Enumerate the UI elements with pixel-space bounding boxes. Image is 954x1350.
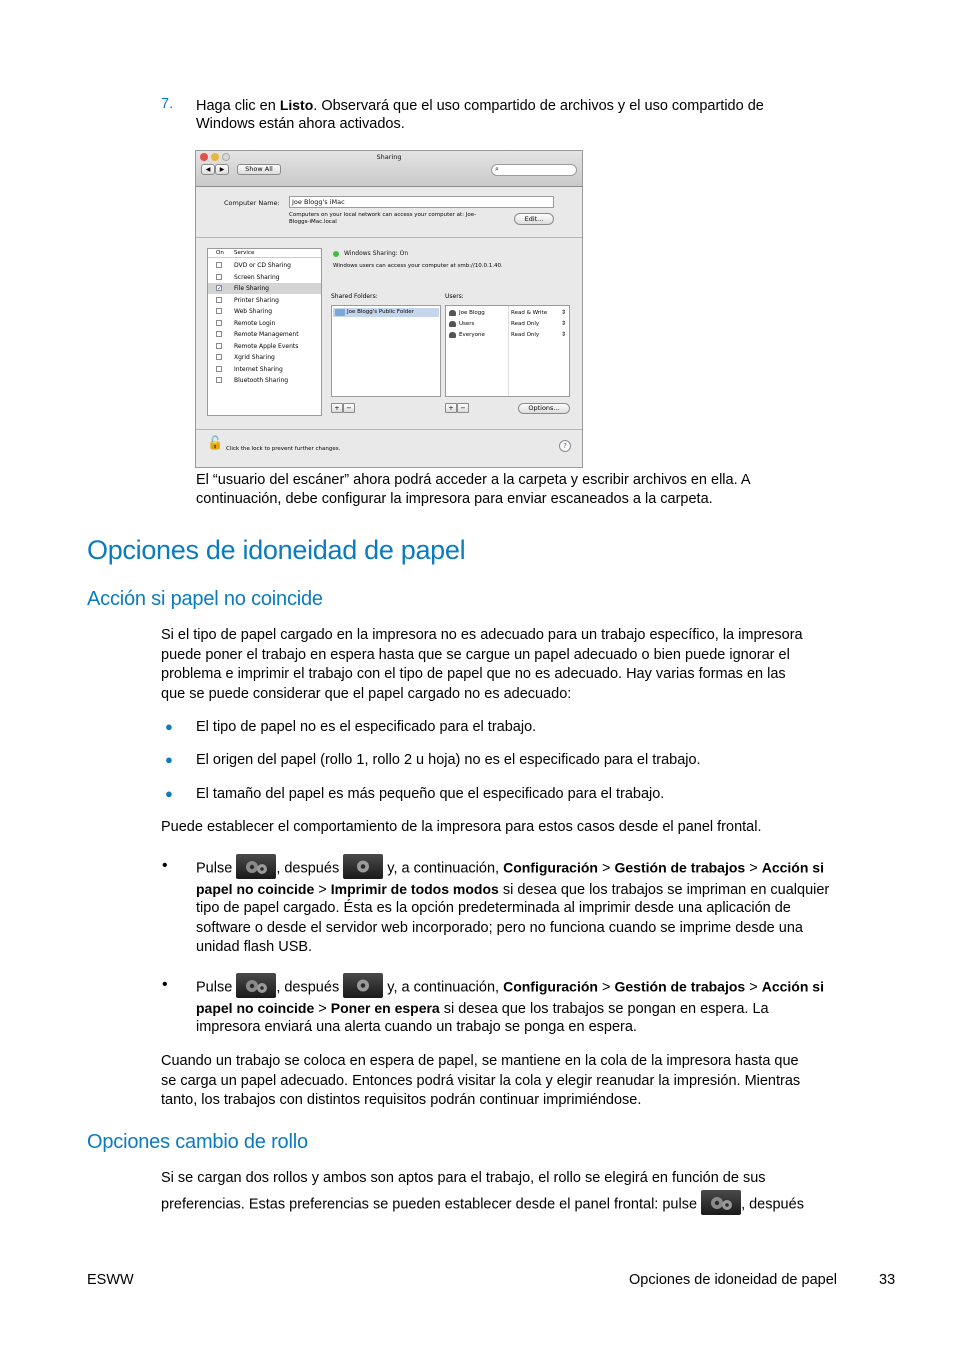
bullet-icon: • <box>162 857 168 874</box>
service-checkbox[interactable] <box>216 331 222 337</box>
after-screenshot-line2: continuación, debe configurar la impresora para enviar escaneados a la carpeta. <box>196 491 713 507</box>
service-checkbox[interactable] <box>216 366 222 372</box>
user-icon <box>449 332 456 338</box>
service-checkbox[interactable]: ✓ <box>217 285 223 292</box>
service-label: Remote Management <box>234 331 299 338</box>
help-icon[interactable]: ? <box>559 440 571 452</box>
computer-name-label: Computer Name: <box>224 199 280 207</box>
service-checkbox[interactable] <box>216 320 222 326</box>
settings-icon <box>236 854 276 879</box>
search-icon: ⌕ <box>495 165 499 173</box>
user-icon <box>449 321 456 327</box>
service-row[interactable] <box>208 352 321 363</box>
behavior-text: Puede establecer el comportamiento de la impresora para estos casos desde el panel frontal. <box>161 819 762 835</box>
footer-left: ESWW <box>87 1272 134 1288</box>
menu-gestion: Gestión de trabajos <box>614 859 746 876</box>
listo-label: Listo <box>279 97 314 113</box>
section-title: Opciones de idoneidad de papel <box>87 535 466 565</box>
service-label: Remote Apple Events <box>234 342 299 350</box>
sharing-screenshot <box>195 150 583 468</box>
service-label: Screen Sharing <box>234 273 280 281</box>
service-row[interactable] <box>208 329 321 340</box>
step-text-line2: Windows están ahora activados. <box>196 116 405 132</box>
roll-line2: preferencias. Estas preferencias se pueden establecer desde el panel frontal: pulse , después <box>161 1192 804 1217</box>
bullet-icon: ● <box>165 719 173 734</box>
user-permission[interactable]: Read & Write <box>511 310 548 316</box>
service-row[interactable] <box>208 318 321 329</box>
user-name: Joe Blogg <box>459 310 485 316</box>
window-toolbar <box>196 151 582 187</box>
intro-paragraph: Si el tipo de papel cargado en la impresora no es adecuado para un trabajo específico, la impresora puede poner el trabajo en espera hasta que se cargue un papel adecuado o bien puede ignorar el problema e imprimir el trabajo con el tipo de papel que no es adecuado. Hay varias formas en las que se puede considerar que el papel cargado no es adecuado: <box>161 627 803 702</box>
roll-line1: Si se cargan dos rollos y ambos son aptos para el trabajo, el rollo se elegirá en función de sus <box>161 1170 766 1186</box>
gear-icon <box>343 973 383 998</box>
user-row[interactable] <box>446 308 569 318</box>
user-row[interactable] <box>446 330 569 340</box>
service-label: Xgrid Sharing <box>234 354 275 361</box>
after-screenshot-line1: El “usuario del escáner” ahora podrá acceder a la carpeta y escribir archivos en ella. A <box>196 472 751 488</box>
service-label: Remote Login <box>234 319 276 327</box>
service-list-header: On Service <box>208 249 321 258</box>
service-row[interactable] <box>208 375 321 386</box>
users-list[interactable] <box>445 305 570 397</box>
service-row[interactable] <box>208 306 321 317</box>
page-number: 33 <box>879 1272 896 1288</box>
option1-line1: Pulse , después y, a continuación, Configuración > Gestión de trabajos > Acción si <box>196 856 824 881</box>
user-name: Users <box>459 321 475 327</box>
window-title: Sharing <box>376 153 402 161</box>
option2-line1: Pulse , después y, a continuación, Configuración > Gestión de trabajos > Acción si <box>196 975 824 1000</box>
shared-folders-list[interactable] <box>331 305 441 397</box>
service-checkbox[interactable] <box>216 343 222 349</box>
menu-configuracion: Configuración <box>503 859 598 876</box>
service-label: DVD or CD Sharing <box>234 262 291 269</box>
option-poner-en-espera: Poner en espera <box>330 1000 440 1016</box>
stepper-icon[interactable]: ⇕ <box>561 331 567 338</box>
service-label: Printer Sharing <box>234 296 279 304</box>
service-label: Web Sharing <box>234 308 273 315</box>
bullet-icon: ● <box>165 786 173 801</box>
network-note: Computers on your local network can access your computer at: Joe- Bloggs-iMac.local <box>289 212 477 225</box>
service-checkbox[interactable] <box>216 274 222 280</box>
settings-icon <box>236 973 276 998</box>
hold-paragraph: Cuando un trabajo se coloca en espera de papel, se mantiene en la cola de la impresora hasta que se carga un papel adecuado. Entonces podrá visitar la cola y elegir reanudar la impresión. Mientras tanto, los trabajos con distintos requisitos podrán continuar imprimiéndose. <box>161 1053 801 1108</box>
service-label: Internet Sharing <box>234 365 283 373</box>
bullet-item: El tipo de papel no es el especificado para el trabajo. <box>196 719 537 735</box>
service-checkbox[interactable] <box>216 297 222 303</box>
subsection-title-2: Opciones cambio de rollo <box>87 1131 308 1153</box>
footer-title: Opciones de idoneidad de papel <box>629 1272 837 1288</box>
stepper-icon[interactable]: ⇕ <box>561 320 567 327</box>
lock-text: Click the lock to prevent further changes. <box>226 446 341 452</box>
user-name: Everyone <box>459 332 485 338</box>
show-all-button[interactable]: Show All <box>237 164 281 175</box>
divider <box>196 237 582 238</box>
status-title: Windows Sharing: On <box>344 250 409 257</box>
service-row[interactable] <box>208 283 321 294</box>
service-row[interactable] <box>208 341 321 352</box>
bullet-icon: ● <box>165 752 173 767</box>
edit-button[interactable]: Edit... <box>514 213 554 225</box>
users-label: Users: <box>445 293 464 300</box>
service-row[interactable] <box>208 272 321 283</box>
settings-icon <box>701 1190 741 1215</box>
user-permission[interactable]: Read Only <box>511 321 540 327</box>
step-text: Haga clic en Listo. Observará que el uso compartido de archivos y el uso compartido de <box>196 97 764 114</box>
forward-button[interactable]: ▶ <box>215 164 229 175</box>
remove-folder-button[interactable]: − <box>343 403 355 413</box>
service-label: File Sharing <box>234 285 269 292</box>
options-button[interactable]: Options... <box>518 403 570 414</box>
service-checkbox[interactable] <box>216 377 222 383</box>
subsection-title-1: Acción si papel no coincide <box>87 588 323 610</box>
option1-rest: tipo de papel cargado. Ésta es la opción predeterminada al imprimir desde una aplicación de software o desde el servidor web incorporado; pero no funciona cuando se imprime desde una unidad flash USB. <box>196 900 803 955</box>
bullet-item: El origen del papel (rollo 1, rollo 2 u hoja) no es el especificado para el trabajo. <box>196 752 701 768</box>
add-folder-button[interactable]: + <box>331 403 343 413</box>
option2-line2: papel no coincide > Poner en espera si desea que los trabajos se pongan en espera. La <box>196 1000 769 1017</box>
lock-icon[interactable]: 🔓 <box>207 436 224 451</box>
user-row[interactable] <box>446 319 569 329</box>
back-button[interactable]: ◀ <box>201 164 215 175</box>
step-number: 7. <box>161 96 174 112</box>
service-checkbox[interactable] <box>216 354 222 360</box>
search-input[interactable] <box>491 164 577 176</box>
service-checkbox[interactable] <box>216 308 222 314</box>
folder-icon <box>335 309 345 316</box>
bullet-item: El tamaño del papel es más pequeño que el especificado para el trabajo. <box>196 786 665 802</box>
shared-folder-item[interactable]: Joe Blogg's Public Folder <box>333 308 439 317</box>
user-icon <box>449 310 456 316</box>
service-row[interactable] <box>208 260 321 271</box>
computer-name-field[interactable]: Joe Blogg's iMac <box>289 196 554 208</box>
service-row[interactable] <box>208 364 321 375</box>
remove-user-button[interactable]: − <box>457 403 469 413</box>
user-permission[interactable]: Read Only <box>511 332 540 338</box>
service-checkbox[interactable] <box>216 262 222 268</box>
status-light-icon <box>333 251 339 257</box>
menu-accion: Acción si <box>761 859 824 876</box>
status-desc: Windows users can access your computer at smb://10.0.1.40. <box>333 263 503 269</box>
service-label: Bluetooth Sharing <box>234 377 289 384</box>
gear-icon <box>343 854 383 879</box>
add-user-button[interactable]: + <box>445 403 457 413</box>
option2-line3: impresora enviará una alerta cuando un trabajo se ponga en espera. <box>196 1019 637 1035</box>
stepper-icon[interactable]: ⇕ <box>561 309 567 316</box>
service-row[interactable] <box>208 295 321 306</box>
bullet-icon: • <box>162 976 168 993</box>
shared-folders-label: Shared Folders: <box>331 293 378 300</box>
option-imprimir: Imprimir de todos modos <box>330 881 499 897</box>
option1-line2: papel no coincide > Imprimir de todos modos si desea que los trabajos se impriman en cualquier <box>196 881 830 898</box>
service-list[interactable] <box>207 248 322 416</box>
